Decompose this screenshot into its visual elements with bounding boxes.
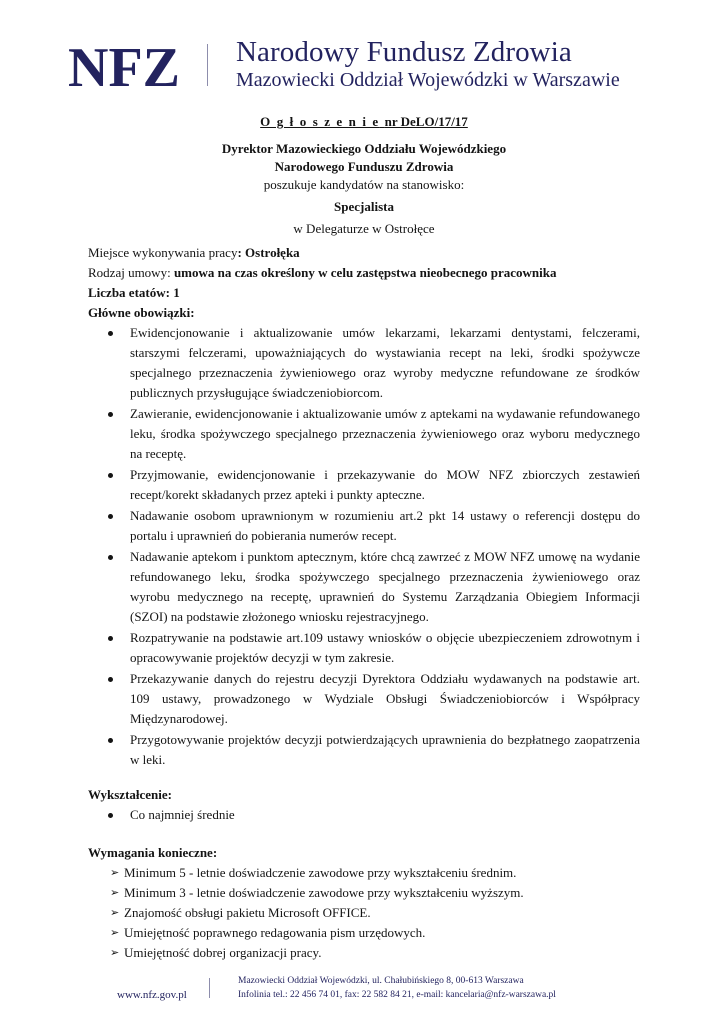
- list-item: Przyjmowanie, ewidencjonowanie i przekazywanie do MOW NFZ zbiorczych zestawień recept/korekt składanych przez apteki i punkty apteczne.: [88, 465, 640, 505]
- letterhead: [0, 0, 725, 110]
- contract-type: Rodzaj umowy: umowa na czas określony w celu zastępstwa nieobecnego pracownika: [88, 265, 557, 280]
- org-branch: Mazowiecki Oddział Wojewódzki w Warszawie: [236, 69, 620, 91]
- issuer-line-2: Narodowego Funduszu Zdrowia: [274, 159, 454, 174]
- list-item: Przygotowywanie projektów decyzji potwierdzających uprawnienia do bezpłatnego zaopatrzenia w leki.: [88, 730, 640, 770]
- position-title: Specjalista: [334, 199, 394, 214]
- footer-divider: [209, 978, 210, 998]
- org-name: Narodowy Fundusz Zdrowia: [236, 36, 572, 68]
- list-item: Nadawanie aptekom i punktom aptecznym, które chcą zawrzeć z MOW NFZ umowę na wydanie refundowanego leku, środka spożywczego specjalnego przeznaczenia żywieniowego oraz wyrobu medycznego na receptę, uprawnień do Systemu Zarządzania Obiegiem Informacji (SZOI) na podstawie złożonego wniosku rejestracyjnego.: [88, 547, 640, 627]
- list-item: ➢ Minimum 5 - letnie doświadczenie zawodowe przy wykształceniu średnim.: [88, 863, 640, 883]
- list-item: ➢ Umiejętność dobrej organizacji pracy.: [88, 943, 640, 963]
- requirements-heading: Wymagania konieczne:: [88, 845, 218, 860]
- unit-text: w Delegaturze w Ostrołęce: [293, 221, 435, 236]
- list-item: Nadawanie osobom uprawnionym w rozumieniu art.2 pkt 14 ustawy o referencji dostępu do portalu i uprawnień do pobierania numerów recept.: [88, 506, 640, 546]
- list-item: ➢ Znajomość obsługi pakietu Microsoft OFFICE.: [88, 903, 640, 923]
- svg-text:NFZ: NFZ: [68, 40, 180, 92]
- education-list: [88, 805, 640, 825]
- footer: [0, 968, 725, 1024]
- address-line-2: Infolinia tel.: 22 456 74 01, fax: 22 582 84 21, e-mail: kancelaria@nfz-warszawa.pl: [238, 990, 556, 1000]
- nfz-logo: [68, 40, 180, 92]
- footer-address: [238, 974, 556, 1002]
- list-item: ➢ Umiejętność poprawnego redagowania pism urzędowych.: [88, 923, 640, 943]
- list-item: Zawieranie, ewidencjonowanie i aktualizowanie umów z aptekami na wydawanie refundowanego leku, środka spożywczego specjalnego przeznaczenia żywieniowego oraz wyboru medycznego na receptę.: [88, 404, 640, 464]
- address-line-1: Mazowiecki Oddział Wojewódzki, ul. Chałubińskiego 8, 00-613 Warszawa: [238, 976, 524, 986]
- website-link[interactable]: www.nfz.gov.pl: [117, 989, 187, 1001]
- notice-title: O g ł o s z e n i e nr DeLO/17/17: [260, 114, 468, 129]
- list-item: Rozpatrywanie na podstawie art.109 ustawy wniosków o objęcie ubezpieczeniem zdrowotnym i opracowywanie projektów decyzji w tym zakresie.: [88, 628, 640, 668]
- education-heading: Wykształcenie:: [88, 787, 172, 802]
- list-item: ➢ Minimum 3 - letnie doświadczenie zawodowe przy wykształceniu wyższym.: [88, 883, 640, 903]
- seeks-text: poszukuje kandydatów na stanowisko:: [263, 177, 465, 192]
- list-item: Co najmniej średnie: [88, 805, 640, 825]
- list-item: Przekazywanie danych do rejestru decyzji Dyrektora Oddziału wydawanych na podstawie art. 109 ustawy, prowadzonego w Wydziale Obsługi Świadczeniobiorców i Współpracy Międzynarodowej.: [88, 669, 640, 729]
- document-body: [88, 112, 640, 963]
- header-divider: [207, 44, 208, 86]
- place-of-work: Miejsce wykonywania pracy: Ostrołęka: [88, 245, 300, 260]
- list-item: Ewidencjonowanie i aktualizowanie umów lekarzami, lekarzami dentystami, felczerami, starszymi felczerami, upoważniających do wystawiania recept na leki, środki spożywcze specjalnego przeznaczenia żywieniowego oraz wyroby medyczne refundowane ze środków publicznych przysługujące świadczeniobiorcom.: [88, 323, 640, 403]
- duties-list: [88, 323, 640, 770]
- duties-heading: Główne obowiązki:: [88, 305, 195, 320]
- requirements-list: [88, 863, 640, 963]
- issuer-line-1: Dyrektor Mazowieckiego Oddziału Wojewódzkiego: [221, 141, 507, 156]
- fte-count: Liczba etatów: 1: [88, 285, 180, 300]
